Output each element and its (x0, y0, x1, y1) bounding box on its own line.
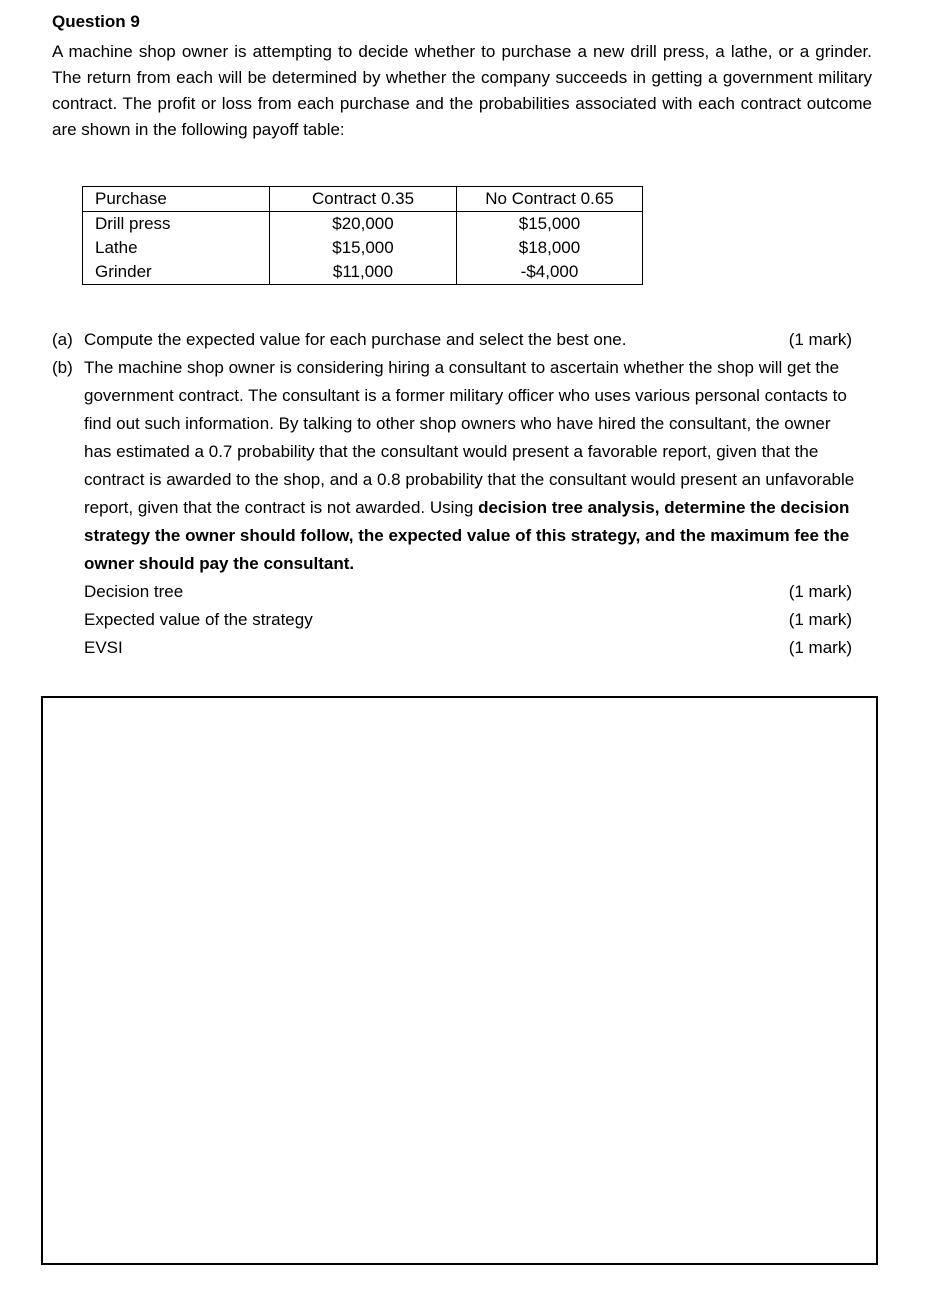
mark-item-row (84, 606, 852, 634)
mark-item-label: Expected value of the strategy (84, 610, 313, 629)
mark-item-mark: (1 mark) (788, 610, 852, 629)
mark-item-mark: (1 mark) (788, 638, 852, 657)
table-cell-purchase: Drill press (83, 212, 270, 237)
part-b-bold-text: decision tree analysis, determine the decision strategy the owner should follow, the expected value of this strategy, and the maximum fee the owner should pay the consultant. (84, 498, 850, 573)
table-header-row (83, 187, 643, 212)
table-cell-no-contract: $18,000 (457, 236, 643, 260)
part-b-text: The machine shop owner is considering hiring a consultant to ascertain whether the shop will get the government contract. The consultant is a former military officer who uses various personal contacts to find out such information. By talking to other shop owners who have hired the consultant, the owner has estimated a 0.7 probability that the consultant would present a favorable report, given that the contract is awarded to the shop, and a 0.8 probability that the consultant would present an unfavorable report, given that the contract is not awarded. Using (84, 358, 855, 517)
table-header-purchase: Purchase (83, 187, 270, 212)
part-a-text: Compute the expected value for each purchase and select the best one. (84, 330, 627, 349)
table-cell-contract: $15,000 (270, 236, 457, 260)
part-b-label: (b) (52, 358, 73, 377)
part-a-label: (a) (52, 330, 73, 349)
table-row (83, 260, 643, 285)
part-a-mark: (1 mark) (788, 330, 852, 349)
payoff-table (82, 186, 643, 285)
mark-item-row (84, 634, 852, 662)
table-cell-no-contract: -$4,000 (457, 260, 643, 285)
table-cell-purchase: Lathe (83, 236, 270, 260)
table-row (83, 236, 643, 260)
table-row (83, 212, 643, 237)
table-header-no-contract: No Contract 0.65 (457, 187, 643, 212)
table-cell-contract: $11,000 (270, 260, 457, 285)
mark-item-row (84, 578, 852, 606)
table-header-contract: Contract 0.35 (270, 187, 457, 212)
mark-item-label: Decision tree (84, 582, 184, 601)
table-cell-contract: $20,000 (270, 212, 457, 237)
part-a (52, 326, 852, 354)
answer-box[interactable] (41, 696, 878, 1265)
mark-item-mark: (1 mark) (788, 582, 852, 601)
mark-item-label: EVSI (84, 638, 123, 657)
question-intro: A machine shop owner is attempting to decide whether to purchase a new drill press, a lathe, or a grinder. The return from each will be determined by whether the company succeeds in getting a government military contract. The profit or loss from each purchase and the probabilities associated with each contract outcome are shown in the following payoff table: (52, 42, 872, 139)
table-cell-purchase: Grinder (83, 260, 270, 285)
part-b (52, 354, 855, 662)
part-b-body (84, 354, 860, 578)
question-title: Question 9 (52, 12, 140, 31)
table-cell-no-contract: $15,000 (457, 212, 643, 237)
question-parts (52, 326, 855, 662)
